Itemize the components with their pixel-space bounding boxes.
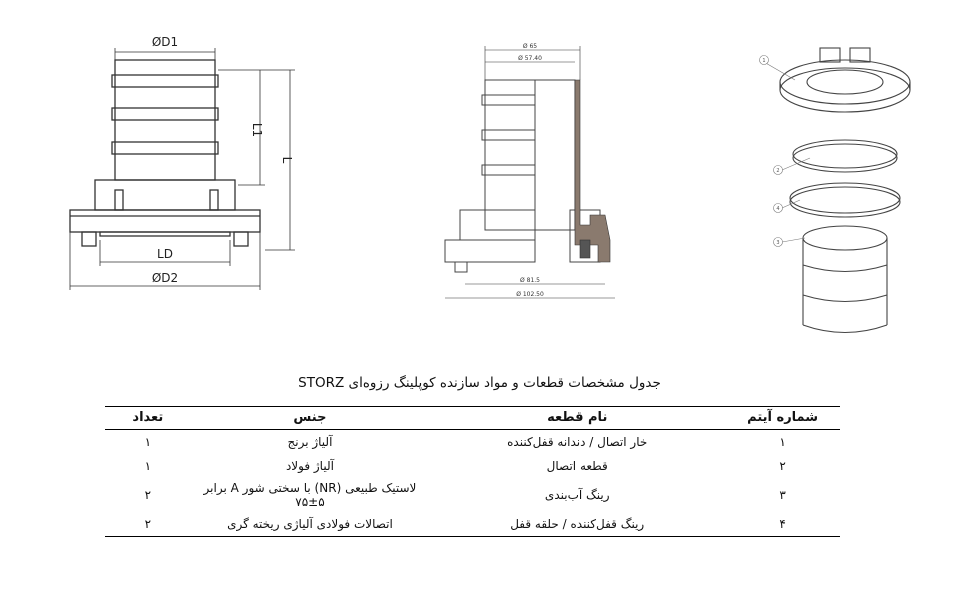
header-material: جنس <box>191 407 430 430</box>
cell-qty: ۲ <box>105 512 191 537</box>
cell-item: ۳ <box>779 488 786 502</box>
exploded-drawing <box>750 40 940 340</box>
cell-item: ۱ <box>779 435 786 449</box>
dimension-drawing <box>60 30 310 300</box>
dim-label-ld: LD <box>157 247 173 261</box>
cell-material: لاستیک طبیعی (NR) با سختی شور A برابر ۵±۷۵ <box>203 481 417 509</box>
cell-name: رینگ آب‌بندی <box>544 488 610 502</box>
cell-name: قطعه اتصال <box>546 459 608 473</box>
header-name: نام قطعه <box>429 407 725 430</box>
dim-label-d2: ØD2 <box>151 271 179 285</box>
dim-label-l1: L1 <box>250 122 264 138</box>
callout-1-label: 1 <box>762 58 766 64</box>
parts-table <box>105 406 840 537</box>
section-drawing <box>430 40 630 310</box>
section-label-top1: Ø 65 <box>522 43 538 50</box>
table-row <box>105 512 840 537</box>
section-label-bot1: Ø 81.5 <box>520 277 540 284</box>
table-row <box>105 478 840 512</box>
table-row <box>105 454 840 478</box>
cell-name: رینگ قفل‌کننده / حلقه قفل <box>429 512 725 537</box>
cell-qty: ۲ <box>144 488 152 502</box>
callout-2-label: 2 <box>776 168 780 174</box>
table-caption: جدول مشخصات قطعات و مواد سازنده کوپلینگ رزوه‌ای STORZ <box>298 375 661 391</box>
cell-qty: ۱ <box>144 435 152 449</box>
callout-3-label: 4 <box>776 206 780 212</box>
cell-material: اتصالات فولادی آلیاژی ریخته گری <box>191 512 430 537</box>
cell-material: آلیاژ برنج <box>287 435 333 449</box>
cell-name: خار اتصال / دندانه قفل‌کننده <box>507 435 648 449</box>
table-row <box>105 430 840 455</box>
table-header-row <box>105 407 840 430</box>
dim-label-l: L <box>280 156 294 164</box>
section-label-top2: Ø 57.40 <box>518 55 542 62</box>
cell-qty: ۱ <box>144 459 152 473</box>
header-qty: تعداد <box>105 407 191 430</box>
cell-item: ۴ <box>725 512 840 537</box>
callout-4-label: 3 <box>776 240 780 246</box>
cell-item: ۲ <box>779 459 786 473</box>
cell-material: آلیاژ فولاد <box>285 459 334 473</box>
section-label-bot2: Ø 102.50 <box>516 291 544 298</box>
dim-label-d1: ØD1 <box>151 35 179 49</box>
header-item: شماره آیتم <box>725 407 840 430</box>
